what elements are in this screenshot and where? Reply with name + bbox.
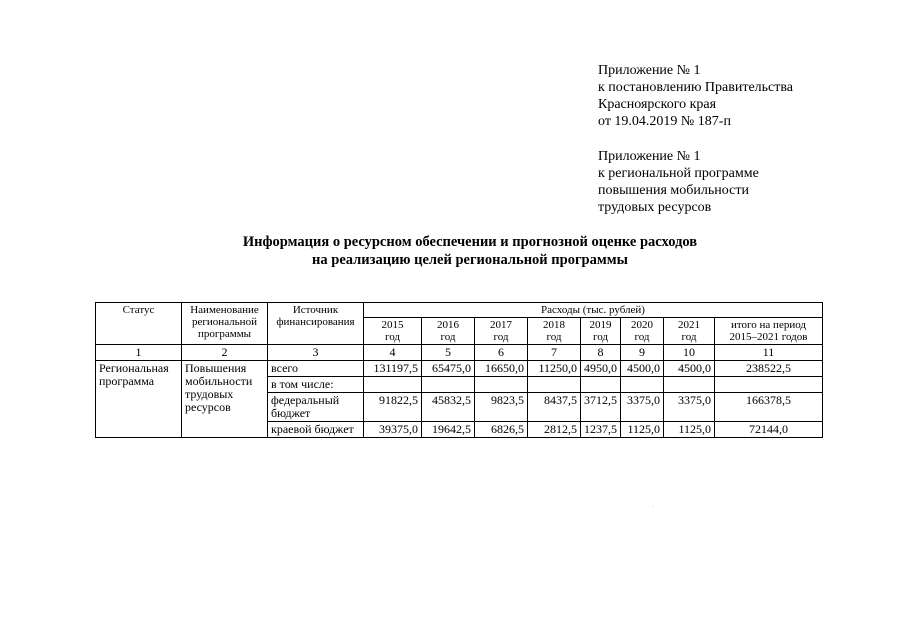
value-cell: 1125,0 — [621, 422, 664, 438]
value-cell — [528, 377, 581, 393]
total-cell: 238522,5 — [715, 361, 823, 377]
title-line-1: Информация о ресурсном обеспечении и прогнозной оценке расходов — [242, 234, 698, 250]
value-cell: 1125,0 — [664, 422, 715, 438]
value-cell: 8437,5 — [528, 393, 581, 422]
header-year-2021 — [664, 318, 715, 345]
value-cell: 131197,5 — [364, 361, 422, 377]
scan-speck: · — [652, 504, 654, 510]
year-unit: год — [681, 331, 697, 343]
value-cell: 1237,5 — [581, 422, 621, 438]
source-cell: в том числе: — [268, 377, 364, 393]
resources-table — [95, 302, 823, 438]
value-cell — [664, 377, 715, 393]
total-cell: 72144,0 — [715, 422, 823, 438]
year-label: 2021 — [678, 319, 700, 331]
value-cell: 39375,0 — [364, 422, 422, 438]
year-label: 2017 — [490, 319, 512, 331]
year-label: 2015 — [381, 319, 404, 331]
col-number: 7 — [528, 345, 581, 361]
year-unit: год — [634, 331, 650, 343]
year-label: 2016 — [437, 319, 459, 331]
col-number: 5 — [422, 345, 475, 361]
value-cell: 9823,5 — [475, 393, 528, 422]
document-title — [120, 233, 820, 269]
col-number: 2 — [182, 345, 268, 361]
value-cell — [475, 377, 528, 393]
year-unit: год — [440, 331, 456, 343]
header-year-2018 — [528, 318, 581, 345]
value-cell: 6826,5 — [475, 422, 528, 438]
value-cell: 4500,0 — [621, 361, 664, 377]
header-expenses: Расходы (тыс. рублей) — [364, 303, 823, 318]
annex-line: повышения мобильности — [598, 183, 749, 198]
program-name-cell: Повышения мобильности трудовых ресурсов — [182, 361, 268, 438]
source-cell: всего — [268, 361, 364, 377]
annex-line: Красноярского края — [598, 97, 717, 112]
col-number: 4 — [364, 345, 422, 361]
annex-line: к постановлению Правительства — [598, 80, 794, 95]
col-number: 1 — [96, 345, 182, 361]
value-cell: 45832,5 — [422, 393, 475, 422]
header-source: Источник финансирования — [268, 303, 364, 345]
value-cell: 11250,0 — [528, 361, 581, 377]
header-program-name: Наименование региональной программы — [182, 303, 268, 345]
header-total: итого на период 2015–2021 годов — [715, 318, 823, 345]
value-cell — [364, 377, 422, 393]
value-cell: 4500,0 — [664, 361, 715, 377]
value-cell: 91822,5 — [364, 393, 422, 422]
annex-block-government — [598, 62, 793, 130]
title-line-2: на реализацию целей региональной программы — [312, 252, 628, 268]
value-cell: 65475,0 — [422, 361, 475, 377]
annex-line: Приложение № 1 — [598, 63, 701, 78]
header-year-2015 — [364, 318, 422, 345]
header-year-2017 — [475, 318, 528, 345]
year-label: 2020 — [631, 319, 653, 331]
value-cell: 16650,0 — [475, 361, 528, 377]
value-cell — [581, 377, 621, 393]
value-cell: 19642,5 — [422, 422, 475, 438]
year-label: 2018 — [543, 319, 565, 331]
value-cell: 3712,5 — [581, 393, 621, 422]
year-unit: год — [384, 331, 401, 343]
value-cell: 4950,0 — [581, 361, 621, 377]
col-number: 9 — [621, 345, 664, 361]
column-number-row — [96, 345, 823, 361]
total-cell — [715, 377, 823, 393]
annex-line: Приложение № 1 — [598, 149, 701, 164]
total-cell: 166378,5 — [715, 393, 823, 422]
header-year-2020 — [621, 318, 664, 345]
header-status: Статус — [96, 303, 182, 345]
header-year-2016 — [422, 318, 475, 345]
col-number: 3 — [268, 345, 364, 361]
value-cell — [621, 377, 664, 393]
year-unit: год — [592, 331, 609, 343]
col-number: 6 — [475, 345, 528, 361]
col-number: 10 — [664, 345, 715, 361]
year-unit: год — [546, 331, 562, 343]
col-number: 11 — [715, 345, 823, 361]
col-number: 8 — [581, 345, 621, 361]
header-year-2019 — [581, 318, 621, 345]
value-cell: 3375,0 — [621, 393, 664, 422]
source-cell: краевой бюджет — [268, 422, 364, 438]
annex-block-program — [598, 148, 759, 216]
table-row — [96, 361, 823, 377]
annex-line: к региональной программе — [598, 166, 759, 181]
value-cell: 2812,5 — [528, 422, 581, 438]
year-unit: год — [493, 331, 509, 343]
source-cell: федеральный бюджет — [268, 393, 364, 422]
annex-line: от 19.04.2019 № 187-п — [598, 114, 731, 129]
status-cell: Региональная программа — [96, 361, 182, 438]
annex-line: трудовых ресурсов — [598, 200, 712, 215]
value-cell — [422, 377, 475, 393]
year-label: 2019 — [589, 319, 612, 331]
value-cell: 3375,0 — [664, 393, 715, 422]
